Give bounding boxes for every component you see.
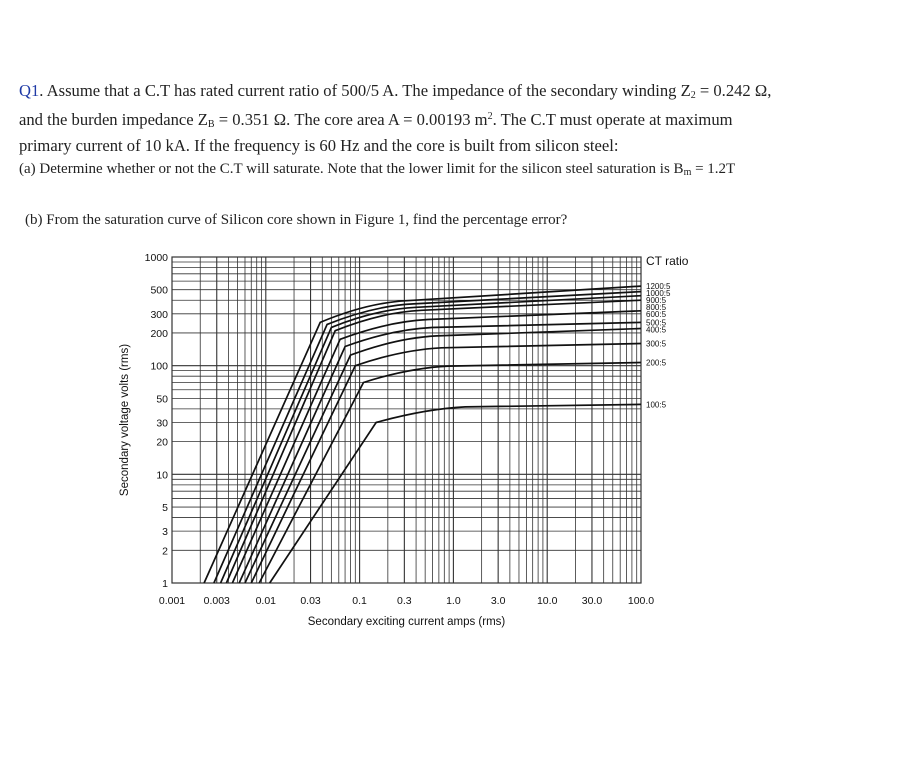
chart-curves	[204, 286, 641, 583]
x-tick-label: 0.3	[397, 595, 412, 607]
legend-label-500-5: 500:5	[646, 318, 667, 328]
y-tick-label: 50	[156, 393, 168, 406]
part-a-text-2: = 1.2T	[691, 161, 736, 177]
q1-text-2: = 0.242 Ω, and the burden impedance Z	[19, 81, 772, 129]
curve-400-5	[245, 329, 641, 584]
legend-label-900-5: 900:5	[646, 296, 667, 306]
y-tick-label: 20	[156, 436, 168, 449]
curve-600-5	[232, 311, 641, 583]
q1-sub-b: B	[207, 119, 215, 130]
question-1	[19, 80, 789, 156]
curve-300-5	[251, 344, 641, 584]
legend-label-1200-5: 1200:5	[646, 282, 671, 292]
curve-100-5	[270, 404, 641, 583]
legend-label-1000-5: 1000:5	[646, 289, 671, 299]
legend-label-300-5: 300:5	[646, 339, 667, 349]
x-tick-label: 0.001	[158, 595, 186, 607]
question-part-a	[19, 160, 789, 182]
x-axis-label: Secondary exciting current amps (rms)	[307, 616, 506, 628]
part-a-sub-m: m	[683, 167, 692, 178]
x-tick-label: 0.1	[352, 595, 367, 607]
y-tick-label: 500	[150, 284, 168, 297]
y-tick-label: 2	[162, 545, 168, 558]
x-tick-label: 0.01	[255, 595, 277, 607]
question-part-b: (b) From the saturation curve of Silicon core shown in Figure 1, find the percentage error?	[25, 212, 568, 228]
q1-sub-2: 2	[690, 90, 696, 101]
q1-text-3: = 0.351 Ω. The core area A = 0.00193 m	[214, 110, 488, 129]
y-tick-label: 1	[162, 578, 168, 590]
x-tick-label: 0.03	[300, 595, 321, 607]
q1-sup-2: 2	[487, 111, 493, 122]
curve-1000-5	[214, 292, 641, 583]
legend-label-800-5: 800:5	[646, 303, 667, 313]
plot-frame	[172, 257, 641, 583]
legend-label-200-5: 200:5	[646, 358, 667, 368]
x-tick-label: 0.003	[203, 595, 230, 607]
curve-1200-5	[204, 286, 641, 583]
curve-900-5	[221, 296, 641, 583]
y-tick-label: 300	[150, 308, 168, 321]
legend-label-600-5: 600:5	[646, 310, 667, 320]
curve-200-5	[259, 363, 641, 584]
y-tick-label: 10	[156, 469, 168, 482]
chart-labels	[119, 252, 689, 628]
legend-label-400-5: 400:5	[646, 325, 667, 335]
chart-grid	[172, 257, 641, 583]
q1-text-4: . The C.T must operate at maximum primary current of 10 kA. If the frequency is 60 Hz and the core is built from silicon steel:	[19, 110, 733, 155]
y-tick-label: 100	[150, 360, 168, 373]
curve-500-5	[239, 322, 641, 583]
y-axis-label: Secondary voltage volts (rms)	[119, 343, 131, 497]
y-tick-label: 5	[162, 502, 168, 515]
part-a-text-1: (a) Determine whether or not the C.T will saturate. Note that the lower limit for the silicon steel saturation is B	[19, 161, 684, 177]
y-tick-label: 3	[162, 526, 168, 539]
x-tick-label: 30.0	[581, 595, 603, 607]
legend-title: CT ratio	[646, 254, 689, 268]
question-number: Q1	[19, 81, 40, 100]
y-tick-label: 1000	[144, 252, 168, 264]
q1-text-1: . Assume that a C.T has rated current ratio of 500/5 A. The impedance of the secondary winding Z	[39, 81, 691, 100]
y-tick-label: 30	[156, 417, 168, 430]
y-tick-label: 200	[150, 327, 168, 340]
x-tick-label: 3.0	[490, 595, 506, 607]
x-tick-label: 1.0	[446, 595, 461, 607]
x-tick-label: 10.0	[536, 595, 558, 607]
x-tick-label: 100.0	[627, 595, 655, 607]
legend-label-100-5: 100:5	[646, 400, 667, 410]
curve-800-5	[226, 300, 641, 583]
